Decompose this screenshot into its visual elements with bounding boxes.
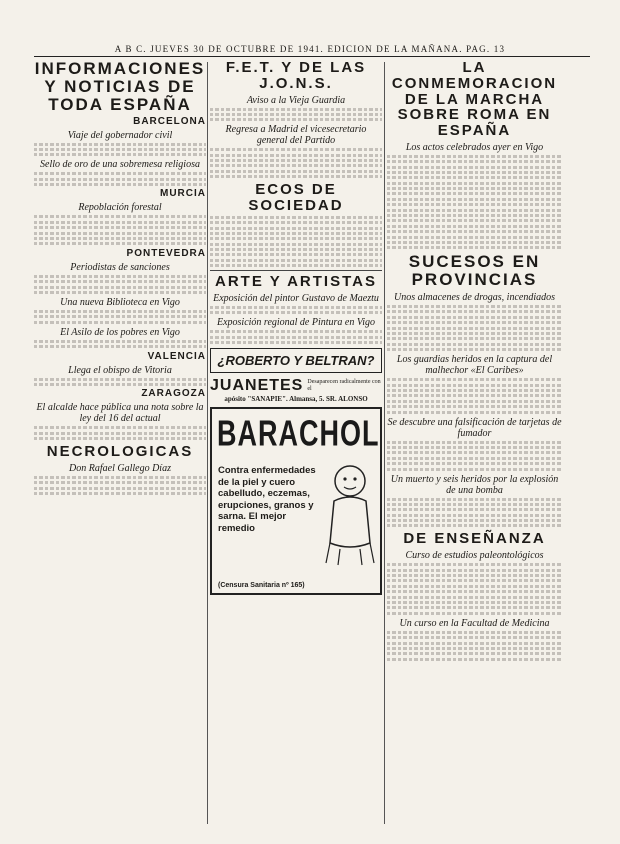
column-divider — [384, 62, 385, 824]
section-title-necrologicas: NECROLOGICAS — [46, 443, 194, 461]
subheading: El alcalde hace pública una nota sobre la ley del 16 del actual — [36, 402, 204, 425]
ad-barachol-footnote: (Censura Sanitaria nº 165) — [218, 582, 305, 590]
article-body — [34, 476, 206, 495]
section-title-informaciones: INFORMACIONES Y NOTICIAS DE TODA ESPAÑA — [34, 59, 206, 114]
section-title-arte: ARTE Y ARTISTAS — [215, 273, 377, 291]
article-body — [34, 426, 206, 440]
ad-juanetes — [210, 377, 382, 395]
subheading: Los actos celebrados ayer en Vigo — [405, 141, 544, 153]
subheading: Un curso en la Facultad de Medicina — [399, 617, 550, 629]
subheading: Llega el obispo de Vitoria — [68, 364, 172, 376]
article-body — [210, 108, 382, 122]
article-body — [34, 310, 206, 324]
column-divider — [207, 62, 208, 824]
ad-juanetes-address: apósito "SANAPIE". Almansa, 5. SR. ALONSO — [224, 395, 368, 404]
ad-barachol — [210, 407, 382, 595]
ad-juanetes-title: JUANETES — [210, 377, 304, 395]
article-body — [387, 305, 562, 351]
subheading: Unos almacenes de drogas, incendiados — [394, 292, 555, 304]
subheading: Se descubre una falsificación de tarjetas de fumador — [387, 416, 562, 439]
section-title-sucesos: SUCESOS EN PROVINCIAS — [408, 252, 541, 290]
city-header: ZARAGOZA — [141, 388, 206, 400]
ad-barachol-text: Contra enfermedades de la piel y cuero cabelludo, eczemas, erupciones, granos y sarna. El mejor remedio — [218, 465, 316, 534]
article-body — [210, 330, 382, 344]
top-rule — [34, 56, 590, 57]
article-body — [387, 378, 562, 413]
subheading: El Asilo de los pobres en Vigo — [60, 326, 180, 338]
article-body — [387, 498, 562, 528]
ad-roberto-beltran: ¿ROBERTO Y BELTRAN? — [210, 348, 382, 373]
subheading: Periodistas de sanciones — [70, 261, 170, 273]
article-body — [34, 275, 206, 294]
section-title-ensenanza: DE ENSEÑANZA — [403, 530, 546, 548]
subheading: Exposición del pintor Gustavo de Maeztu — [213, 293, 379, 304]
article-body — [387, 441, 562, 471]
baby-illustration-icon — [320, 459, 376, 569]
section-title-conmemoracion: LA CONMEMORACION DE LA MARCHA SOBRE ROMA EN ESPAÑA — [391, 59, 558, 139]
article-body — [34, 172, 206, 186]
subheading: Viaje del gobernador civil — [67, 129, 173, 141]
subheading: Repoblación forestal — [78, 202, 162, 214]
article-body — [387, 563, 562, 615]
subheading: Don Rafael Gallego Díaz — [69, 462, 171, 474]
city-header: MURCIA — [160, 188, 206, 200]
city-header: PONTEVEDRA — [126, 247, 206, 259]
ad-juanetes-text: Desaparecen radicalmente con el — [307, 379, 381, 393]
divider — [210, 270, 382, 271]
article-body — [34, 215, 206, 245]
section-title-fet: F.E.T. Y DE LAS J.O.N.S. — [225, 59, 367, 92]
column-1 — [34, 60, 206, 497]
city-header: VALENCIA — [147, 350, 206, 362]
article-body — [210, 148, 382, 178]
column-3 — [387, 60, 562, 663]
ad-barachol-name: BARACHOL — [217, 413, 380, 454]
city-header: BARCELONA — [133, 115, 206, 127]
article-body — [34, 143, 206, 157]
article-body — [34, 340, 206, 348]
subheading: Aviso a la Vieja Guardia — [246, 94, 346, 106]
subheading: Exposición regional de Pintura en Vigo — [216, 317, 376, 329]
subheading: Curso de estudios paleontológicos — [405, 550, 544, 562]
subheading: Regresa a Madrid el vicesecretario general del Partido — [225, 124, 367, 147]
subheading: Sello de oro de una sobremesa religiosa — [40, 159, 200, 171]
page-folio: A B C. JUEVES 30 DE OCTUBRE DE 1941. EDICION DE LA MAÑANA. PAG. 13 — [114, 44, 506, 54]
article-body — [210, 306, 382, 314]
article-body — [34, 378, 206, 386]
column-2 — [210, 60, 382, 595]
subheading: Los guardias heridos en la captura del malhechor «El Caribes» — [396, 354, 553, 377]
article-body — [210, 216, 382, 268]
article-body — [387, 631, 562, 661]
article-body — [387, 155, 562, 250]
subheading: Una nueva Biblioteca en Vigo — [60, 297, 180, 308]
section-title-ecos: ECOS DE SOCIEDAD — [248, 181, 344, 214]
subheading: Un muerto y seis heridos por la explosión de una bomba — [390, 473, 559, 496]
